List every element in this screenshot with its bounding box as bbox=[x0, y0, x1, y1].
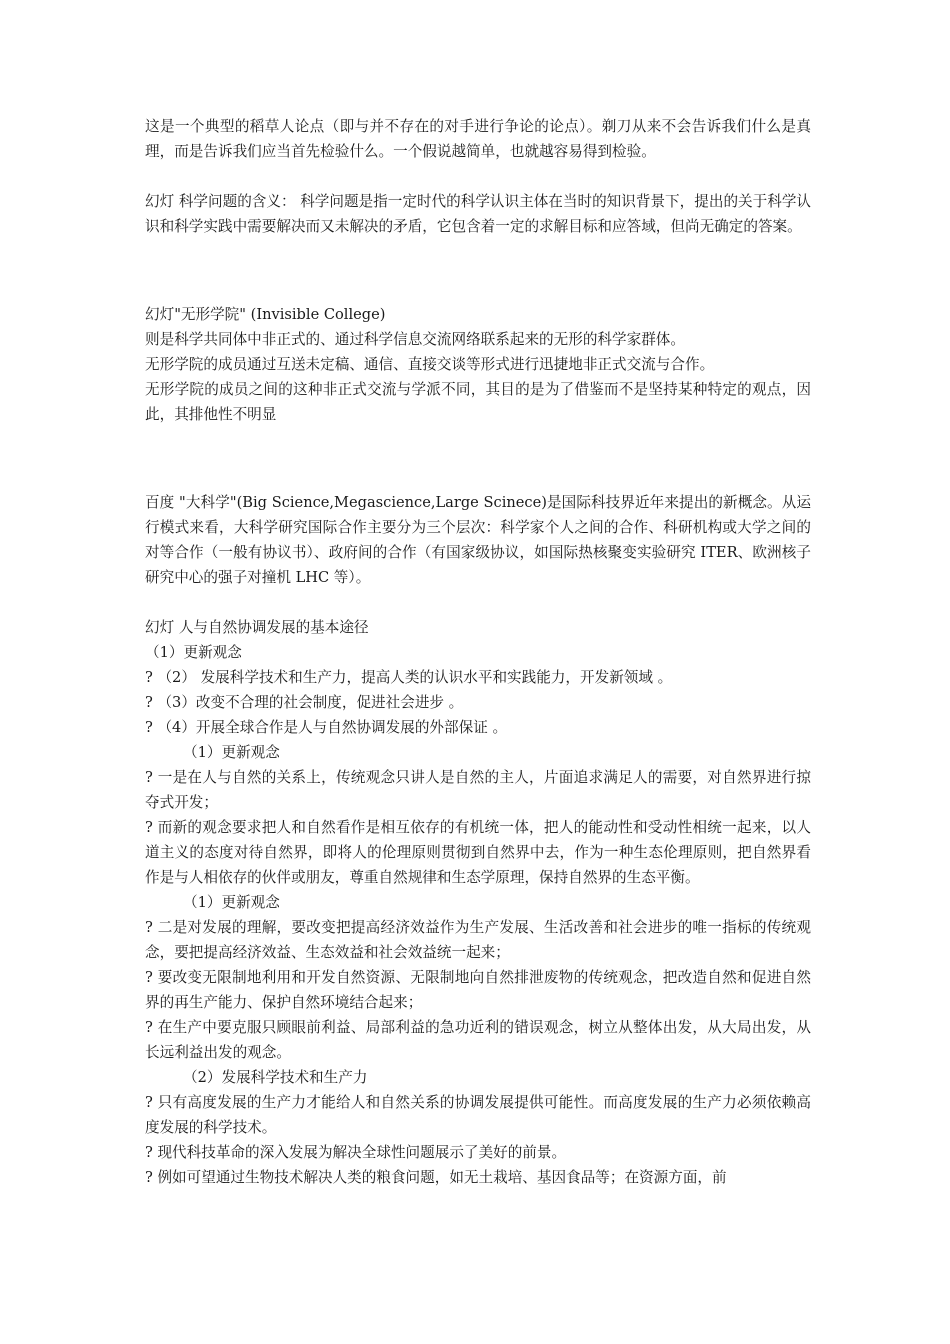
bullet-paragraph: ? 一是在人与自然的关系上，传统观念只讲人是自然的主人，片面追求满足人的需要，对自然界进行掠夺式开发； bbox=[145, 769, 811, 811]
subheading: （1）更新观念 bbox=[183, 894, 280, 911]
bullet-paragraph: ? 只有高度发展的生产力才能给人和自然关系的协调发展提供可能性。而高度发展的生产力必须依赖高度发展的科学技术。 bbox=[145, 1094, 811, 1136]
heading-harmony: 幻灯 人与自然协调发展的基本途径 bbox=[145, 619, 369, 636]
list-item: ? （2） 发展科学技术和生产力，提高人类的认识水平和实践能力，开发新领域 。 bbox=[145, 669, 673, 686]
heading-invisible-college: 幻灯"无形学院" (Invisible College) bbox=[145, 306, 386, 323]
bullet-paragraph: ? 在生产中要克服只顾眼前利益、局部利益的急功近利的错误观念，树立从整体出发，从大局出发，从长远利益出发的观念。 bbox=[145, 1019, 811, 1061]
list-item: ? （4）开展全球合作是人与自然协调发展的外部保证 。 bbox=[145, 719, 508, 736]
bullet-paragraph: ? 要改变无限制地利用和开发自然资源、无限制地向自然排泄废物的传统观念，把改造自然和促进自然界的再生产能力、保护自然环境结合起来； bbox=[145, 969, 811, 1011]
bullet-paragraph: ? 而新的观念要求把人和自然看作是相互依存的有机统一体，把人的能动性和受动性相统一起来，以人道主义的态度对待自然界，即将人的伦理原则贯彻到自然界中去，作为一种生态伦理原则，把自然界看作是与人相依存的伙伴或朋友，尊重自然规律和生态学原理，保持自然界的生态平衡。 bbox=[145, 819, 811, 886]
bullet-paragraph: ? 现代科技革命的深入发展为解决全球性问题展示了美好的前景。 bbox=[145, 1144, 567, 1161]
paragraph-invisible-college-2: 无形学院的成员通过互送未定稿、通信、直接交谈等形式进行迅捷地非正式交流与合作。 bbox=[145, 356, 715, 373]
spacer bbox=[145, 590, 811, 615]
spacer bbox=[145, 427, 811, 490]
bullet-paragraph: ? 例如可望通过生物技术解决人类的粮食问题，如无土栽培、基因食品等；在资源方面，前 bbox=[145, 1169, 727, 1186]
paragraph-invisible-college-3: 无形学院的成员之间的这种非正式交流与学派不同，其目的是为了借鉴而不是坚持某种特定的观点，因此，其排他性不明显 bbox=[145, 381, 811, 423]
paragraph-big-science: 百度 "大科学"(Big Science,Megascience,Large Scinece)是国际科技界近年来提出的新概念。从运行模式来看，大科学研究国际合作主要分为三个层次：科学家个人之间的合作、科研机构或大学之间的对等合作（一般有协议书）、政府间的合作（有国家级协议，如国际热核聚变实验研究 ITER、欧洲核子研究中心的强子对撞机 LHC 等）。 bbox=[145, 494, 811, 586]
spacer bbox=[145, 164, 811, 189]
subheading: （1）更新观念 bbox=[183, 744, 280, 761]
spacer bbox=[145, 239, 811, 302]
subheading: （2）发展科学技术和生产力 bbox=[183, 1069, 368, 1086]
paragraph-invisible-college-1: 则是科学共同体中非正式的、通过科学信息交流网络联系起来的无形的科学家群体。 bbox=[145, 331, 685, 348]
list-item: ? （3）改变不合理的社会制度，促进社会进步 。 bbox=[145, 694, 464, 711]
paragraph-strawman: 这是一个典型的稻草人论点（即与并不存在的对手进行争论的论点）。剃刀从来不会告诉我们什么是真理，而是告诉我们应当首先检验什么。一个假说越简单，也就越容易得到检验。 bbox=[145, 118, 811, 160]
list-item: （1）更新观念 bbox=[145, 644, 242, 661]
paragraph-science-problem: 幻灯 科学问题的含义： 科学问题是指一定时代的科学认识主体在当时的知识背景下，提出的关于科学认识和科学实践中需要解决而又未解决的矛盾，它包含着一定的求解目标和应答域，但尚无确定的答案。 bbox=[145, 193, 812, 235]
document-page bbox=[145, 114, 811, 1190]
bullet-paragraph: ? 二是对发展的理解，要改变把提高经济效益作为生产发展、生活改善和社会进步的唯一指标的传统观念，要把提高经济效益、生态效益和社会效益统一起来； bbox=[145, 919, 811, 961]
